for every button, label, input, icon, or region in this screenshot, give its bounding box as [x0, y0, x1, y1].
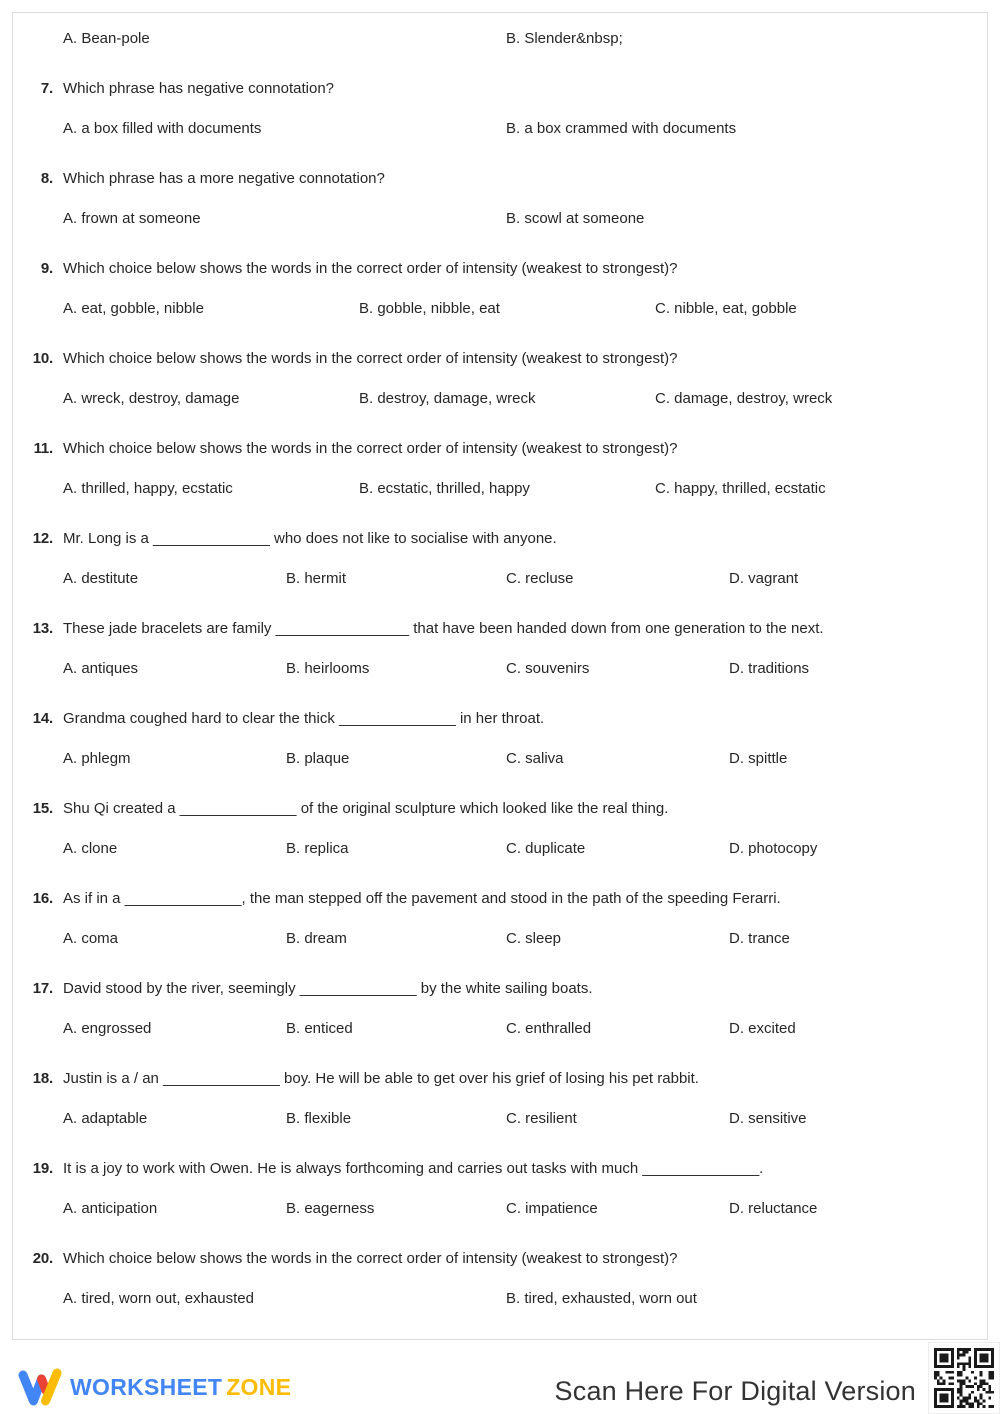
logo-word-worksheet: WORKSHEET [70, 1374, 223, 1400]
options-row [63, 29, 961, 49]
options-row-q12 [63, 569, 961, 589]
answer-option: C. souvenirs [506, 660, 590, 677]
question-number: 8. [40, 170, 53, 187]
answer-option: B. Slender&nbsp; [506, 30, 623, 47]
question-block [29, 709, 961, 769]
question-number: 10. [32, 350, 53, 367]
question-block [29, 619, 961, 679]
question-row [29, 1249, 961, 1269]
answer-option: C. sleep [506, 930, 562, 947]
answer-option: D. sensitive [729, 1110, 807, 1127]
options-row-q10 [63, 389, 961, 409]
answer-option: C. nibble, eat, gobble [655, 300, 797, 317]
answer-option: A. tired, worn out, exhausted [63, 1290, 254, 1307]
question-row [29, 439, 961, 459]
question-block [29, 979, 961, 1039]
answer-option: C. happy, thrilled, ecstatic [655, 480, 826, 497]
answer-option: C. saliva [506, 750, 564, 767]
question-row [29, 349, 961, 369]
answer-option: D. reluctance [729, 1200, 818, 1217]
question-text: It is a joy to work with Owen. He is always forthcoming and carries out tasks with much ______________. [63, 1160, 764, 1177]
question-number: 13. [32, 620, 53, 637]
answer-option: A. wreck, destroy, damage [63, 390, 240, 407]
question-text: These jade bracelets are family ________________ that have been handed down from one generation to the next. [63, 620, 824, 637]
answer-option: B. flexible [286, 1110, 352, 1127]
answer-option: A. anticipation [63, 1200, 158, 1217]
question-number: 11. [33, 440, 53, 457]
options-row-q13 [63, 659, 961, 679]
answer-option: A. frown at someone [63, 210, 201, 227]
options-row-q16 [63, 929, 961, 949]
question-block [29, 799, 961, 859]
question-row [29, 619, 961, 639]
answer-option: B. ecstatic, thrilled, happy [359, 480, 530, 497]
question-row [29, 979, 961, 999]
answer-option: C. impatience [506, 1200, 598, 1217]
question-block [29, 529, 961, 589]
answer-option: A. antiques [63, 660, 139, 677]
question-number: 18. [32, 1070, 53, 1087]
options-row-q8 [63, 209, 961, 229]
qr-code-icon [928, 1342, 1000, 1414]
question-number: 16. [32, 890, 53, 907]
question-text: Which choice below shows the words in the correct order of intensity (weakest to strongest)? [63, 260, 678, 277]
answer-option: A. destitute [63, 570, 139, 587]
options-row-q19 [63, 1199, 961, 1219]
options-row-q9 [63, 299, 961, 319]
question-text: David stood by the river, seemingly ______________ by the white sailing boats. [63, 980, 593, 997]
question-row [29, 169, 961, 189]
answer-option: A. eat, gobble, nibble [63, 300, 204, 317]
answer-option: B. plaque [286, 750, 350, 767]
answer-option: D. spittle [729, 750, 788, 767]
answer-option: A. clone [63, 840, 118, 857]
answer-option: B. enticed [286, 1020, 353, 1037]
question-text: Justin is a / an ______________ boy. He will be able to get over his grief of losing his pet rabbit. [63, 1070, 699, 1087]
scan-here-label: Scan Here For Digital Version [554, 1376, 916, 1406]
answer-option: A. phlegm [63, 750, 131, 767]
answer-option: C. enthralled [506, 1020, 592, 1037]
answer-option: D. vagrant [729, 570, 799, 587]
worksheet-sheet [12, 12, 988, 1340]
logo-word-zone: ZONE [226, 1374, 292, 1400]
logo-wordmark [70, 1364, 291, 1410]
question-number: 15. [32, 800, 53, 817]
answer-option: B. tired, exhausted, worn out [506, 1290, 697, 1307]
answer-option: A. Bean-pole [63, 30, 150, 47]
answer-option: C. resilient [506, 1110, 577, 1127]
answer-option: A. thrilled, happy, ecstatic [63, 480, 233, 497]
question-row [29, 79, 961, 99]
answer-option: A. a box filled with documents [63, 120, 262, 137]
question-block [29, 1159, 961, 1219]
options-row-q17 [63, 1019, 961, 1039]
question-number: 20. [32, 1250, 53, 1267]
question-block [29, 1069, 961, 1129]
answer-option: B. destroy, damage, wreck [359, 390, 536, 407]
question-block [29, 169, 961, 229]
question-row [29, 799, 961, 819]
answer-option: A. coma [63, 930, 119, 947]
question-row [29, 529, 961, 549]
answer-option: B. a box crammed with documents [506, 120, 737, 137]
question-number: 9. [40, 260, 53, 277]
answer-option: D. excited [729, 1020, 796, 1037]
question-row [29, 709, 961, 729]
question-number: 17. [32, 980, 53, 997]
answer-option: B. hermit [286, 570, 347, 587]
question-text: Which phrase has a more negative connotation? [63, 170, 385, 187]
answer-option: B. scowl at someone [506, 210, 645, 227]
question-block [29, 79, 961, 139]
options-row-q7 [63, 119, 961, 139]
question-block [29, 1249, 961, 1309]
answer-option: B. dream [286, 930, 347, 947]
answer-option: C. recluse [506, 570, 574, 587]
question-text: As if in a ______________, the man stepped off the pavement and stood in the path of the speeding Ferarri. [63, 890, 781, 907]
options-row-q11 [63, 479, 961, 499]
answer-option: B. replica [286, 840, 349, 857]
answer-option: B. gobble, nibble, eat [359, 300, 500, 317]
question-number: 14. [32, 710, 53, 727]
question-row [29, 259, 961, 279]
answer-option: A. adaptable [63, 1110, 148, 1127]
options-row-q14 [63, 749, 961, 769]
question-row [29, 1159, 961, 1179]
worksheet-zone-logo [16, 1364, 291, 1410]
worksheet-zone-w-icon [16, 1364, 62, 1410]
answer-option: D. trance [729, 930, 790, 947]
answer-option: C. damage, destroy, wreck [655, 390, 833, 407]
question-block [29, 439, 961, 499]
answer-option: D. photocopy [729, 840, 818, 857]
question-number: 12. [32, 530, 53, 547]
question-row [29, 889, 961, 909]
question-text: Mr. Long is a ______________ who does not like to socialise with anyone. [63, 530, 557, 547]
question-block [29, 889, 961, 949]
question-block [29, 349, 961, 409]
question-block [29, 259, 961, 319]
question-text: Which choice below shows the words in the correct order of intensity (weakest to strongest)? [63, 350, 678, 367]
answer-option: D. traditions [729, 660, 810, 677]
answer-option: B. heirlooms [286, 660, 370, 677]
answer-option: B. eagerness [286, 1200, 375, 1217]
question-text: Grandma coughed hard to clear the thick ______________ in her throat. [63, 710, 545, 727]
question-text: Which phrase has negative connotation? [63, 80, 335, 97]
question-number: 19. [32, 1160, 53, 1177]
answer-option: A. engrossed [63, 1020, 152, 1037]
options-row-q15 [63, 839, 961, 859]
question-number: 7. [40, 80, 53, 97]
question-text: Which choice below shows the words in the correct order of intensity (weakest to strongest)? [63, 1250, 678, 1267]
question-text: Which choice below shows the words in the correct order of intensity (weakest to strongest)? [63, 440, 678, 457]
question-row [29, 1069, 961, 1089]
answer-option: C. duplicate [506, 840, 586, 857]
question-text: Shu Qi created a ______________ of the original sculpture which looked like the real thing. [63, 800, 669, 817]
options-row-q18 [63, 1109, 961, 1129]
options-row-q20 [63, 1289, 961, 1309]
